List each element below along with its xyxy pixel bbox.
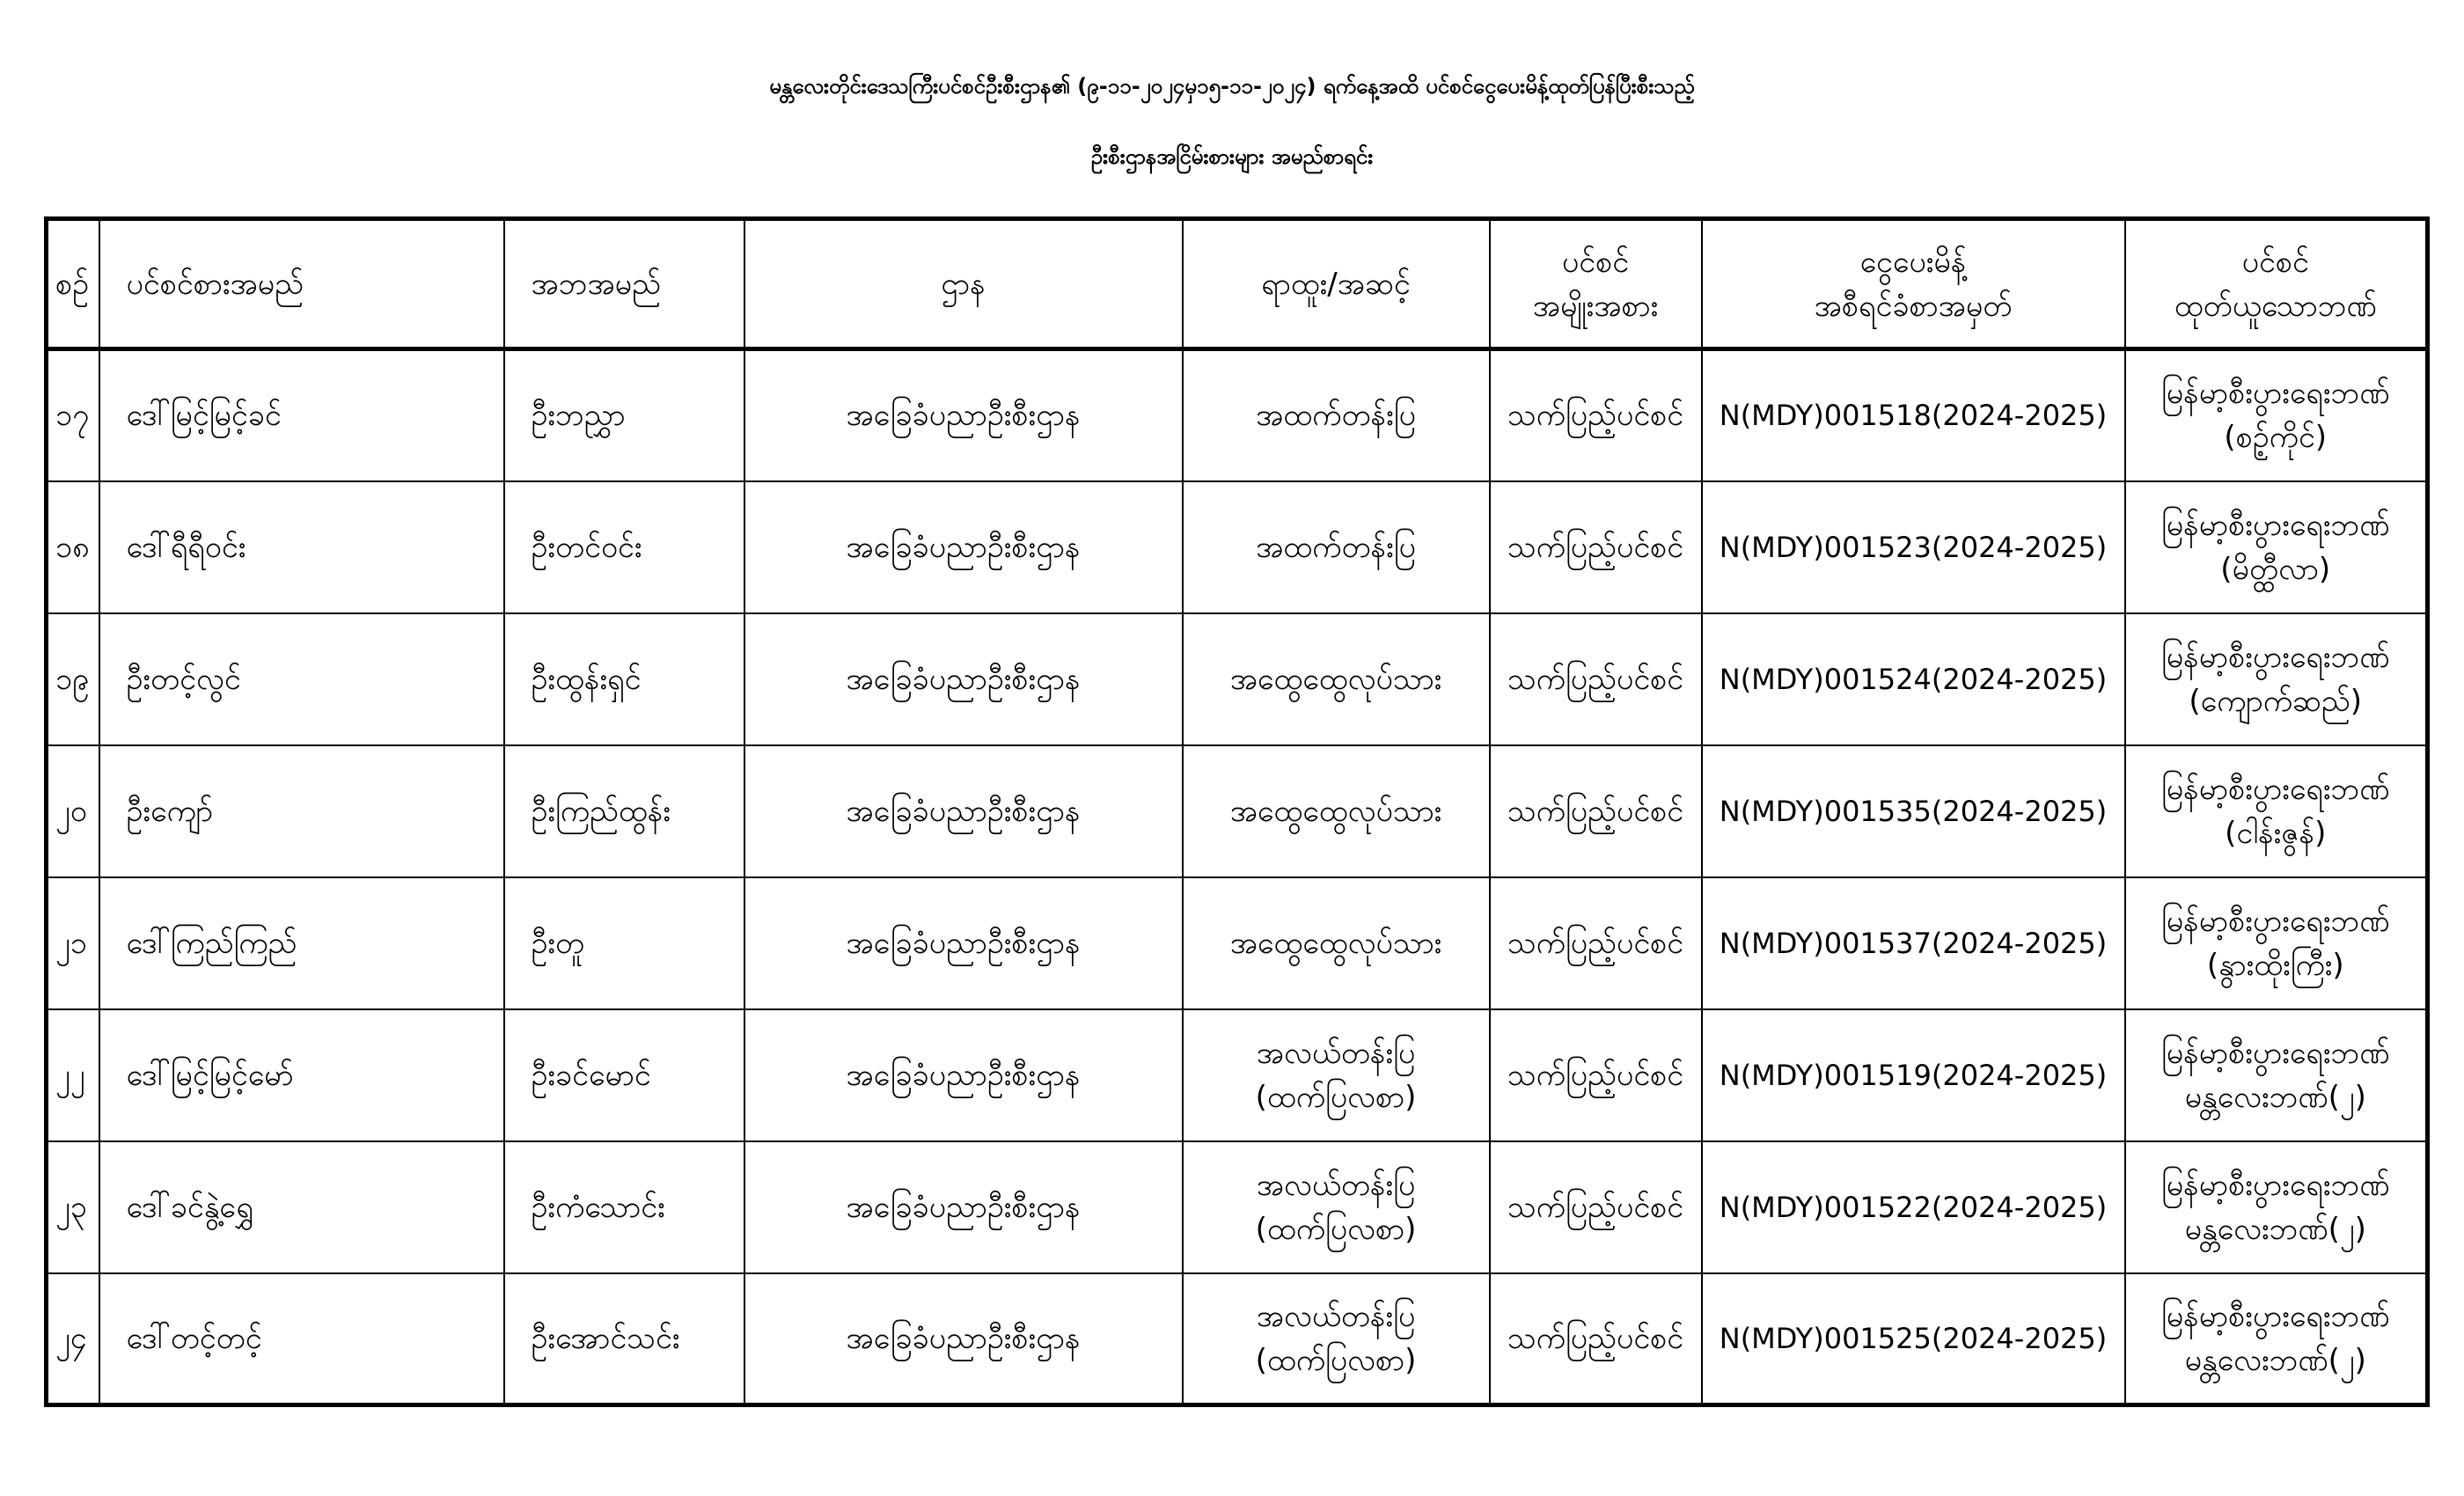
table-body [47, 349, 2428, 1405]
department-cell: အခြေခံပညာဦးစီးဌာန [744, 1141, 1183, 1273]
table-header-row [47, 219, 2428, 349]
serial-number-cell: ၁၇ [47, 349, 99, 481]
bank-cell: မြန်မာ့စီးပွားရေးဘဏ် မန္တလေးဘဏ်(၂) [2125, 1273, 2428, 1405]
rank-cell: အလယ်တန်းပြ (ထက်ပြလစာ) [1183, 1141, 1490, 1273]
father-name-cell: ဦးတင်ဝင်း [504, 481, 744, 613]
pensioner-name-cell: ဦးတင့်လွင် [99, 613, 504, 745]
report-number-cell: N(MDY)001535(2024-2025) [1702, 745, 2125, 877]
bank-cell: မြန်မာ့စီးပွားရေးဘဏ် မန္တလေးဘဏ်(၂) [2125, 1141, 2428, 1273]
bank-cell: မြန်မာ့စီးပွားရေးဘဏ် (မိတ္ထီလာ) [2125, 481, 2428, 613]
pension-type-cell: သက်ပြည့်ပင်စင် [1490, 349, 1702, 481]
pensioner-name-cell: ဒေါ်တင့်တင့် [99, 1273, 504, 1405]
header-bank: ပင်စင် ထုတ်ယူသောဘဏ် [2125, 219, 2428, 349]
pension-type-cell: သက်ပြည့်ပင်စင် [1490, 1273, 1702, 1405]
father-name-cell: ဦးကြည်ထွန်း [504, 745, 744, 877]
department-cell: အခြေခံပညာဦးစီးဌာန [744, 745, 1183, 877]
report-number-cell: N(MDY)001523(2024-2025) [1702, 481, 2125, 613]
department-cell: အခြေခံပညာဦးစီးဌာန [744, 1009, 1183, 1141]
serial-number-cell: ၂၁ [47, 877, 99, 1009]
pension-type-cell: သက်ပြည့်ပင်စင် [1490, 1141, 1702, 1273]
department-cell: အခြေခံပညာဦးစီးဌာန [744, 877, 1183, 1009]
rank-cell: အထွေထွေလုပ်သား [1183, 613, 1490, 745]
table-row [47, 877, 2428, 1009]
pensioner-name-cell: ဒေါ်ကြည်ကြည် [99, 877, 504, 1009]
document-title-line-1: မန္တလေးတိုင်းဒေသကြီးပင်စင်ဦးစီးဌာန၏ (၉-၁၁-၂၀၂၄မှ၁၅-၁၁-၂၀၂၄) ရက်နေ့အထိ ပင်စင်ငွေပေးမိန့်ထုတ်ပြန်ပြီးစီးသည့် [769, 74, 1695, 99]
rank-cell: အလယ်တန်းပြ (ထက်ပြလစာ) [1183, 1009, 1490, 1141]
father-name-cell: ဦးအောင်သင်း [504, 1273, 744, 1405]
pensioner-name-cell: ဒေါ်ရီရီဝင်း [99, 481, 504, 613]
department-cell: အခြေခံပညာဦးစီးဌာန [744, 1273, 1183, 1405]
report-number-cell: N(MDY)001537(2024-2025) [1702, 877, 2125, 1009]
bank-cell: မြန်မာ့စီးပွားရေးဘဏ် (ငါန်းဇွန်) [2125, 745, 2428, 877]
header-pensioner-name: ပင်စင်စားအမည် [99, 219, 504, 349]
pension-type-cell: သက်ပြည့်ပင်စင် [1490, 481, 1702, 613]
pensioner-name-cell: ဒေါ်ခင်နွဲ့ရွှေ [99, 1141, 504, 1273]
department-cell: အခြေခံပညာဦးစီးဌာန [744, 349, 1183, 481]
document-title-line-2: ဦးစီးဌာနအငြိမ်းစားများ အမည်စာရင်း [1090, 144, 1374, 169]
pension-type-cell: သက်ပြည့်ပင်စင် [1490, 1009, 1702, 1141]
table-row [47, 349, 2428, 481]
bank-cell: မြန်မာ့စီးပွားရေးဘဏ် (ကျောက်ဆည်) [2125, 613, 2428, 745]
header-report-number: ငွေပေးမိန့် အစီရင်ခံစာအမှတ် [1702, 219, 2125, 349]
table-row [47, 1009, 2428, 1141]
department-cell: အခြေခံပညာဦးစီးဌာန [744, 481, 1183, 613]
pension-type-cell: သက်ပြည့်ပင်စင် [1490, 745, 1702, 877]
pensioner-table [44, 216, 2430, 1407]
pensioner-name-cell: ဒေါ်မြင့်မြင့်ခင် [99, 349, 504, 481]
pensioner-name-cell: ဦးကျော် [99, 745, 504, 877]
serial-number-cell: ၂၀ [47, 745, 99, 877]
report-number-cell: N(MDY)001519(2024-2025) [1702, 1009, 2125, 1141]
father-name-cell: ဦးခင်မောင် [504, 1009, 744, 1141]
father-name-cell: ဦးဘညွှာ [504, 349, 744, 481]
pensioner-name-cell: ဒေါ်မြင့်မြင့်မော် [99, 1009, 504, 1141]
serial-number-cell: ၂၃ [47, 1141, 99, 1273]
bank-cell: မြန်မာ့စီးပွားရေးဘဏ် မန္တလေးဘဏ်(၂) [2125, 1009, 2428, 1141]
serial-number-cell: ၂၄ [47, 1273, 99, 1405]
header-father-name: အဘအမည် [504, 219, 744, 349]
table-row [47, 613, 2428, 745]
serial-number-cell: ၂၂ [47, 1009, 99, 1141]
bank-cell: မြန်မာ့စီးပွားရေးဘဏ် (နွားထိုးကြီး) [2125, 877, 2428, 1009]
report-number-cell: N(MDY)001518(2024-2025) [1702, 349, 2125, 481]
rank-cell: အထွေထွေလုပ်သား [1183, 877, 1490, 1009]
rank-cell: အလယ်တန်းပြ (ထက်ပြလစာ) [1183, 1273, 1490, 1405]
report-number-cell: N(MDY)001524(2024-2025) [1702, 613, 2125, 745]
table-row [47, 1273, 2428, 1405]
rank-cell: အထက်တန်းပြ [1183, 481, 1490, 613]
report-number-cell: N(MDY)001525(2024-2025) [1702, 1273, 2125, 1405]
header-department: ဌာန [744, 219, 1183, 349]
table-row [47, 1141, 2428, 1273]
table-row [47, 481, 2428, 613]
father-name-cell: ဦးတူ [504, 877, 744, 1009]
table-row [47, 745, 2428, 877]
header-serial: စဉ် [47, 219, 99, 349]
serial-number-cell: ၁၈ [47, 481, 99, 613]
serial-number-cell: ၁၉ [47, 613, 99, 745]
pension-type-cell: သက်ပြည့်ပင်စင် [1490, 613, 1702, 745]
report-number-cell: N(MDY)001522(2024-2025) [1702, 1141, 2125, 1273]
father-name-cell: ဦးထွန်းရှင် [504, 613, 744, 745]
rank-cell: အထွေထွေလုပ်သား [1183, 745, 1490, 877]
department-cell: အခြေခံပညာဦးစီးဌာန [744, 613, 1183, 745]
rank-cell: အထက်တန်းပြ [1183, 349, 1490, 481]
header-rank: ရာထူး/အဆင့် [1183, 219, 1490, 349]
father-name-cell: ဦးကံသောင်း [504, 1141, 744, 1273]
pension-type-cell: သက်ပြည့်ပင်စင် [1490, 877, 1702, 1009]
header-pension-type: ပင်စင် အမျိုးအစား [1490, 219, 1702, 349]
bank-cell: မြန်မာ့စီးပွားရေးဘဏ် (စဉ့်ကိုင်) [2125, 349, 2428, 481]
